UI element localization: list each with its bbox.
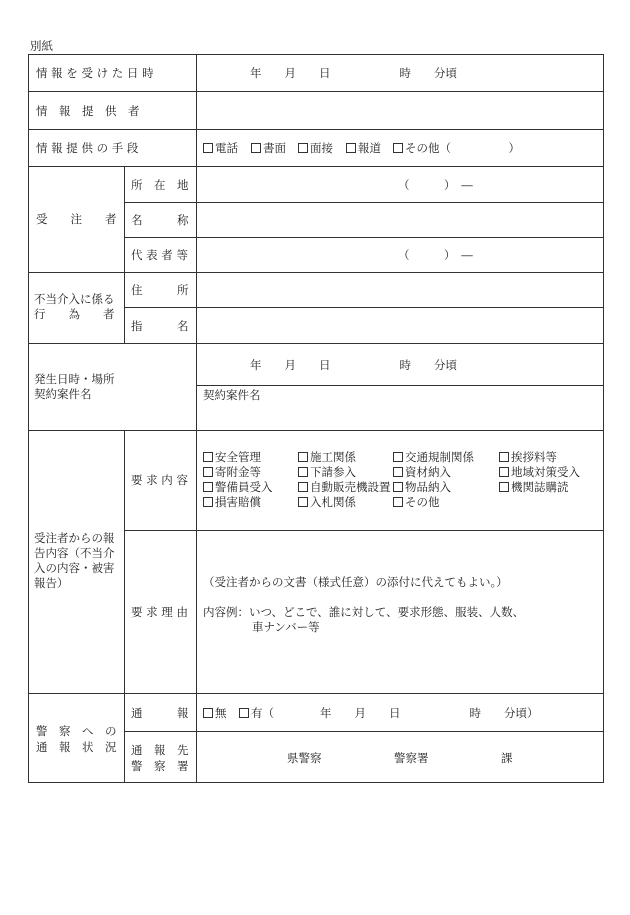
notify-yes-option[interactable]: 有（ 年 月 日 時 分頃） (239, 706, 539, 720)
means-option-phone[interactable]: 電話 (203, 141, 238, 155)
report-label-line3: 入の内容・被害 (34, 561, 115, 575)
means-option-news[interactable]: 報道 (346, 141, 381, 155)
residence-label: 住 所 (131, 283, 189, 297)
occurrence-label-line2: 契約案件名 (34, 387, 92, 401)
checkbox[interactable] (393, 467, 403, 477)
police-label-line2: 通 報 状 況 (36, 740, 117, 754)
notify-dest-label-line1: 通 報 先 (131, 743, 189, 757)
received-datetime-label: 情 報 を 受 け た 日 時 (36, 66, 154, 80)
demand-item-bidding[interactable]: 入札関係 (298, 495, 356, 509)
checkbox[interactable] (203, 143, 213, 153)
demand-content-label: 要 求 内 容 (131, 473, 188, 487)
interferer-label-line1: 不当介入に係る (34, 292, 115, 306)
attachment-label: 別紙 (30, 39, 53, 53)
report-label-line4: 報告） (34, 576, 69, 590)
interferer-label-line2: 行 為 者 (34, 307, 115, 321)
demand-item-goods[interactable]: 物品納入 (393, 480, 451, 494)
means-option-document[interactable]: 書面 (251, 141, 286, 155)
demand-item-construction[interactable]: 施工関係 (298, 450, 356, 464)
means-label: 情 報 提 供 の 手 段 (36, 141, 139, 155)
contractor-label: 受 注 者 (36, 212, 117, 226)
contract-name-label: 契約案件名 (203, 388, 261, 402)
checkbox[interactable] (298, 452, 308, 462)
checkbox[interactable] (499, 482, 509, 492)
checkbox[interactable] (298, 467, 308, 477)
demand-item-greeting-fee[interactable]: 挨拶料等 (499, 450, 557, 464)
checkbox[interactable] (298, 482, 308, 492)
person-name-label: 指 名 (131, 319, 189, 333)
checkbox[interactable] (203, 452, 213, 462)
checkbox[interactable] (499, 467, 509, 477)
section: 課 (501, 751, 513, 765)
rep-label: 代 表 者 等 (131, 248, 188, 262)
reason-note: （受注者からの文書（様式任意）の添付に代えてもよい。） (203, 575, 508, 589)
report-label-line2: 告内容（不当介 (34, 546, 115, 560)
checkbox[interactable] (203, 497, 213, 507)
checkbox[interactable] (393, 143, 403, 153)
demand-item-magazine[interactable]: 機関誌購読 (499, 480, 569, 494)
reason-example-line1: 内容例：いつ、どこで、誰に対して、要求形態、服装、人数、 (203, 605, 525, 619)
reason-example-line2: 車ナンバー等 (252, 620, 320, 634)
demand-item-guards[interactable]: 警備員受入 (203, 480, 273, 494)
address-phone: （ ） ― (398, 178, 473, 192)
prefectural-police: 県警察 (287, 751, 322, 765)
police-label-line1: 警 察 へ の (36, 724, 117, 738)
received-datetime-value: 年 月 日 時 分頃 (250, 66, 457, 80)
provider-label: 情 報 提 供 者 (36, 104, 140, 118)
demand-reason-label: 要 求 理 由 (131, 605, 188, 619)
address-label: 所 在 地 (131, 178, 189, 192)
police-station: 警察署 (394, 751, 429, 765)
occurrence-datetime: 年 月 日 時 分頃 (250, 358, 457, 372)
name-label: 名 称 (131, 213, 189, 227)
checkbox[interactable] (239, 708, 249, 718)
notify-dest-label-line2: 警 察 署 (131, 759, 189, 773)
demand-item-vending[interactable]: 自動販売機設置 (298, 480, 391, 494)
notify-none-option[interactable]: 無 (203, 706, 227, 720)
demand-item-traffic[interactable]: 交通規制関係 (393, 450, 474, 464)
checkbox[interactable] (499, 452, 509, 462)
notify-label: 通 報 (131, 706, 189, 720)
demand-item-materials[interactable]: 資材納入 (393, 465, 451, 479)
checkbox[interactable] (393, 452, 403, 462)
means-option-interview[interactable]: 面接 (298, 141, 333, 155)
rep-phone: （ ） ― (398, 248, 473, 262)
checkbox[interactable] (393, 482, 403, 492)
demand-item-other[interactable]: その他 (393, 495, 440, 509)
checkbox[interactable] (203, 467, 213, 477)
demand-item-community[interactable]: 地域対策受入 (499, 465, 580, 479)
means-option-other[interactable]: その他（ ） (393, 141, 520, 155)
checkbox[interactable] (251, 143, 261, 153)
demand-item-subcontract[interactable]: 下請参入 (298, 465, 356, 479)
report-label-line1: 受注者からの報 (34, 531, 115, 545)
checkbox[interactable] (298, 143, 308, 153)
demand-item-safety[interactable]: 安全管理 (203, 450, 261, 464)
checkbox[interactable] (203, 482, 213, 492)
occurrence-label-line1: 発生日時・場所 (34, 372, 115, 386)
checkbox[interactable] (203, 708, 213, 718)
checkbox[interactable] (346, 143, 356, 153)
demand-item-damages[interactable]: 損害賠償 (203, 495, 261, 509)
demand-item-donation[interactable]: 寄附金等 (203, 465, 261, 479)
checkbox[interactable] (298, 497, 308, 507)
checkbox[interactable] (393, 497, 403, 507)
